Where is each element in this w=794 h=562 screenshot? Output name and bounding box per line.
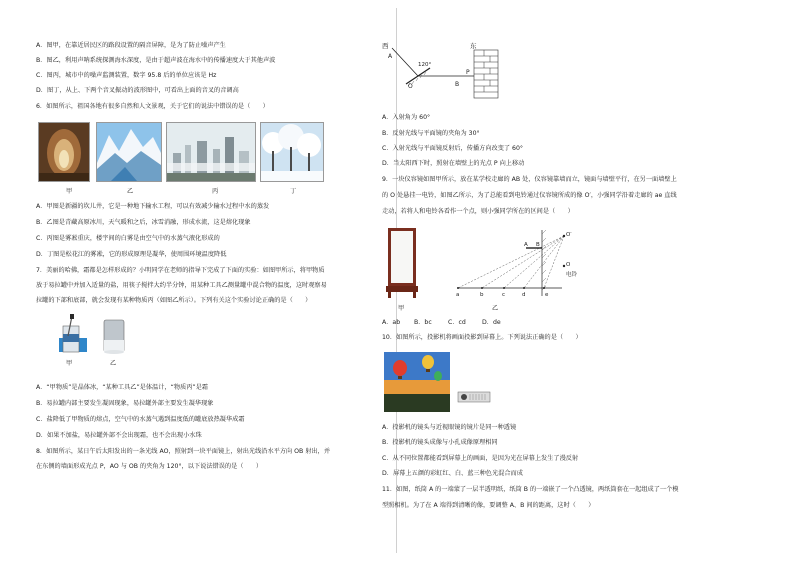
question-10-stem: 10．如图所示，投影机将画面投影到屏幕上。下列说法正确的是（ ） (382, 334, 582, 341)
fig8-label-p: P (466, 69, 470, 76)
fig9-label-o-prime: O′ (566, 232, 572, 238)
q9-option-d: D．de (482, 319, 501, 326)
q6-label-yi: 乙 (127, 188, 134, 195)
q6-label-jia: 甲 (66, 188, 73, 195)
q9-stem-line-1: 9．一块仪容镜如图甲所示，放在某学校走廊的 AB 处，仪容镜靠墙而立，镜面与墙壁平行，在另一面墙壁上 (382, 176, 677, 183)
q8-figure-mirror-diagram (380, 38, 510, 100)
q7-option-d: D．如果不加盐，易拉罐外部不会出现霜，也不会出现小水珠 (36, 432, 202, 439)
q6-option-b: B．乙图是青藏高原冰川，天气暖和之后，冰雪消融，形成水流，这是熔化现象 (36, 219, 251, 226)
left-column (0, 0, 396, 562)
q7-label-yi: 乙 (110, 360, 117, 367)
q9-option-c: C．cd (448, 319, 466, 326)
q8-option-c: C．入射光线与平面镜反射后，传播方向改变了 60° (382, 145, 524, 152)
q6-option-c: C．丙图是雾凇重庆，楼宇间的白雾是由空气中的水蒸气液化形成的 (36, 235, 220, 242)
q7-stem-line-3: 拉罐的下部和底部，就会发现有某种物质丙（如图乙所示）。下列有关这个实验讨论正确的是（ ） (36, 297, 312, 304)
question-6-stem: 6．如图所示，祖国各地有很多自然和人文景观，关于它们的说法中错误的是（ ） (36, 103, 269, 110)
fig8-label-east: 东 (470, 42, 477, 50)
q8-option-b: B．反射光线与平面镜的夹角为 30° (382, 130, 480, 137)
fig9-label-mirror-b: B (536, 242, 540, 248)
q11-stem-line-1: 11．如图，纸筒 A 的一端蒙了一层半透明纸，纸筒 B 的一端嵌了一个凸透镜，两纸筒套在一起组成了一个模 (382, 486, 679, 493)
q10-option-c: C．从不同位置都能看到屏幕上的画面，是因为光在屏幕上发生了漫反射 (382, 455, 579, 462)
q7-label-jia: 甲 (66, 360, 73, 367)
q5-option-b: B．图乙，利用声呐系统探测海水深度，是由于超声波在海水中的传播速度大于其他声波 (36, 57, 276, 64)
fig9-point-b: b (480, 292, 484, 298)
q7-stem-line-2: 放于易拉罐中并加入适量的盐，用筷子搅拌大约半分钟，用某种工具乙测量罐中混合物的温度，这时观察易 (36, 282, 327, 289)
q8-option-a: A．入射角为 60° (382, 114, 431, 121)
photo-karez-tunnel (38, 122, 90, 182)
q6-label-bing: 丙 (212, 188, 219, 195)
fig9-label-o: O (566, 262, 571, 268)
q7-option-b: B．易拉罐内部主要发生凝固现象，易拉罐外部主要发生凝华现象 (36, 400, 214, 407)
fig9-point-c: c (502, 292, 506, 298)
fig8-angle-label: 120° (418, 62, 432, 68)
q7-stem-line-1: 7．美丽的哈佛，霜都是怎样形成的？小明同学在老师的指导下完成了下面的实验：如图甲所示，将甲物质 (36, 267, 325, 274)
photo-fog-city (166, 122, 256, 182)
q10-option-a: A．投影机的镜头与近视眼镜的镜片是同一种透镜 (382, 424, 517, 431)
q5-option-c: C．图丙，城市中的噪声监测装置，数字 95.8 后的单位应该是 Hz (36, 72, 217, 79)
fig9-label-bell: 电铃 (566, 272, 578, 278)
q9-figure-yi-corridor-diagram (452, 226, 586, 308)
q5-option-a: A．图甲，在靠近居民区的路段设置的隔音屏障，是为了防止噪声产生 (36, 42, 226, 49)
fig8-label-a: A (388, 53, 393, 60)
q9-option-b: B．bc (414, 319, 432, 326)
q10-figure-projection-screen (384, 352, 450, 412)
q10-option-b: B．投影机的镜头成像与小孔成像原理相同 (382, 439, 498, 446)
fig9-sight-lines (458, 236, 564, 288)
q9-label-yi: 乙 (492, 305, 499, 312)
q8-option-d: D．当太阳西下时，照射在墙壁上的光点 P 向上移动 (382, 160, 525, 167)
q7-option-a: A．“甲物质”是晶体冰，“某种工具乙”是体温计，“物质丙”是霜 (36, 384, 208, 391)
fig9-label-mirror-a: A (524, 242, 528, 248)
q9-figure-jia-dressing-mirror (382, 226, 422, 300)
q6-option-d: D．丁图是松花江的雾凇，它的形成原理是凝华，使周围环境温度降低 (36, 251, 227, 258)
fig8-label-west: 西 (382, 42, 389, 50)
q6-label-ding: 丁 (290, 188, 297, 195)
fig9-point-e: e (545, 292, 549, 298)
q9-label-jia: 甲 (398, 305, 405, 312)
photo-glacier (96, 122, 162, 182)
q10-option-d: D．屏幕上五颜的彩虹红、白、蓝三种色光混合而成 (382, 470, 523, 477)
photo-rime-trees (260, 122, 324, 182)
right-column (382, 0, 794, 562)
q7-figure-yi-can-frost (98, 318, 130, 354)
q10-figure-projector (456, 388, 496, 406)
fig8-incident-ray (392, 48, 418, 76)
fig8-label-o: O (408, 83, 413, 90)
fig9-point-d: d (522, 292, 526, 298)
q7-figure-jia-can-with-stirrer (55, 314, 91, 354)
q9-stem-line-3: 走动，若将人和电铃各看作一个点，则小强同学所在的区间是（ ） (382, 208, 574, 215)
q6-option-a: A．甲图是新疆的坎儿井，它是一种地下输水工程，可以有效减少输水过程中水的蒸发 (36, 203, 270, 210)
q11-stem-line-2: 型照相机。为了在 A 端得到清晰的像，要调整 A、B 间的距离，这时（ ） (382, 502, 595, 509)
fig9-point-a: a (456, 292, 460, 298)
q8-stem-line-2: 在东侧的墙面形成光点 P，AO 与 OB 的夹角为 120°，以下说法错误的是（ ） (36, 463, 263, 470)
q5-option-d: D．图丁，从上、下两个音叉振动的波形图中，可看出上面的音叉的音调高 (36, 87, 239, 94)
fig8-label-b: B (455, 81, 460, 88)
q9-option-a: A．ab (382, 319, 401, 326)
q7-option-c: C．盐降低了甲物质的熔点，空气中的水蒸气遇到温度低的罐底放热凝华成霜 (36, 416, 245, 423)
q8-stem-line-1: 8．如图所示，某日午后太阳发出的一条光线 AO，照射到一块平面镜上，射出光线沿水平方向 OB 射出，并 (36, 448, 331, 455)
q9-stem-line-2: 的 O 处悬挂一电铃，如图乙所示，为了总能看到电铃通过仪容镜所成的像 O′，小强同学沿着走廊的 ae 直线 (382, 192, 677, 199)
